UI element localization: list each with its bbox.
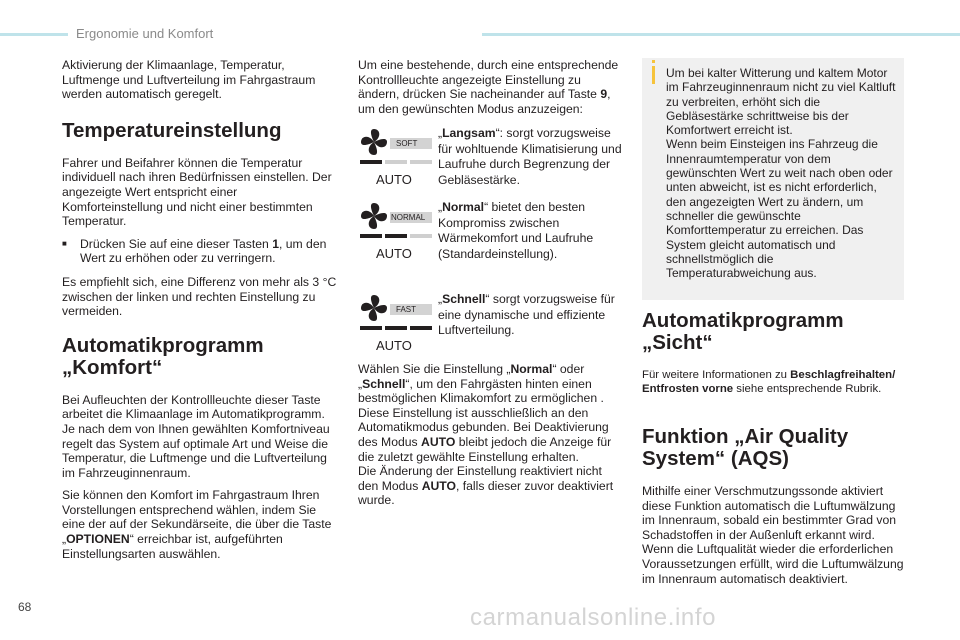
- level-segment: [360, 234, 382, 238]
- info-text: Um bei kalter Witterung und kaltem Motor im Fahrzeuginnenraum nicht zu viel Kaltluft zu verbreiten, erhöht sich die Gebläsestärke schrittweise bis der Komfortwert erreicht ist. Wenn beim Einsteigen ins Fahrzeug die Innenraumtemperatur von dem gewünschten Wert zu weit nach oben oder unten abweicht, ist es nicht erforderlich, den angezeigten Wert zu ändern, um schneller die gewünschte Komforttemperatur zu erreichen. Das System gleicht automatisch und schnellstmöglich die Temperaturabweichung aus.: [666, 66, 896, 281]
- visibility-paragraph: Für weitere Informationen zu Beschlagfreihalten/ Entfrosten vorne siehe entsprechende Rubrik.: [642, 369, 896, 395]
- page-number: 68: [18, 600, 32, 614]
- bullet-item: [62, 237, 340, 266]
- aqs-paragraph: Mithilfe einer Verschmutzungssonde aktiviert diese Funktion automatisch die Luftumwälzung im Innenraum, sobald ein bestimmter Grad von Schadstoffen in der Außenluft erkannt wird. Wenn die Luftqualität wieder die erforderlichen Voraussetzungen erfüllt, wird die Luftumwälzung im Innenraum automatisch deaktiviert.: [642, 484, 904, 586]
- heading-aqs: Funktion „Air Quality System“ (AQS): [642, 425, 849, 470]
- level-segment: [360, 160, 382, 164]
- column-2-intro: [358, 58, 622, 116]
- mode-badge: NORMAL: [391, 213, 426, 222]
- mode-description: „Normal“ bietet den besten Kompromiss zwischen Wärmekomfort und Laufruhe (Standardeinstellung).: [438, 200, 594, 261]
- column-2-outro: [358, 362, 622, 508]
- auto-paragraph-1: Bei Aufleuchten der Kontrollleuchte dieser Taste arbeitet die Klimaanlage im Automatikprogramm. Je nach dem von Ihnen gewählten Komfortniveau regelt das System auf optimale Art und Weise die Temperatur, die Luftmenge und die Luftverteilung im Fahrzeuginnenraum.: [62, 392, 330, 480]
- intro-paragraph: Aktivierung der Klimaanlage, Temperatur, Luftmenge und Luftverteilung im Fahrgastraum werden automatisch geregelt.: [62, 58, 316, 102]
- bullet-text: Drücken Sie auf eine dieser Tasten 1, um den Wert zu erhöhen oder zu verringern.: [80, 236, 327, 266]
- mode-intro-paragraph: Um eine bestehende, durch eine entsprechende Kontrollleuchte angezeigte Einstellung zu ändern, drücken Sie nacheinander auf Taste 9, um den gewünschten Modus anzuzeigen:: [358, 58, 619, 116]
- mode-change-paragraph: Die Änderung der Einstellung reaktiviert nicht den Modus AUTO, falls dieser zuvor deaktiviert wurde.: [358, 464, 614, 508]
- heading-auto-visibility: Automatikprogramm „Sicht“: [642, 309, 844, 354]
- mode-description: „Schnell“ sorgt vorzugsweise für eine dynamische und effiziente Luftverteilung.: [438, 292, 615, 338]
- difference-paragraph: Es empfiehlt sich, eine Differenz von mehr als 3 °C zwischen der linken und rechten Einstellung zu vermeiden.: [62, 274, 337, 319]
- heading-auto-comfort: Automatikprogramm „Komfort“: [62, 333, 264, 379]
- auto-paragraph-2: Sie können den Komfort im Fahrgastraum Ihren Vorstellungen entsprechend wählen, indem Sie eine der auf der Sekundärseite, die über die Taste „OPTIONEN“ erreichbar ist, aufgeführten Einstellungsarten auswählen.: [62, 488, 332, 561]
- auto-label: AUTO: [376, 172, 412, 187]
- level-segment: [410, 234, 432, 238]
- level-segment: [385, 160, 407, 164]
- level-segment: [360, 326, 382, 330]
- level-segment: [385, 326, 407, 330]
- watermark: carmanualsonline.info: [470, 604, 717, 631]
- level-segment: [385, 234, 407, 238]
- mode-badge: FAST: [396, 305, 417, 314]
- mode-selection-paragraph: Wählen Sie die Einstellung „Normal“ oder „Schnell“, um den Fahrgästen hinten einen bestmöglichen Klimakomfort zu ermöglichen . Diese Einstellung ist ausschließlich an den Automatikmodus gebunden. Bei Deaktivierung des Modus AUTO bleibt jedoch die Anzeige für die zuletzt gewählte Einstellung erhalten.: [358, 362, 612, 464]
- level-segment: [410, 160, 432, 164]
- heading-temperature: Temperatureinstellung: [62, 118, 282, 142]
- info-icon-dot: [652, 60, 655, 63]
- temperature-paragraph: Fahrer und Beifahrer können die Temperatur individuell nach ihren Bedürfnissen einstellen. Der angezeigte Wert entspricht einer Komforteinstellung und nicht einer bestimmten Temperatur.: [62, 155, 332, 229]
- auto-label: AUTO: [376, 338, 412, 353]
- header-rule-left: [0, 33, 68, 36]
- column-1: [62, 58, 340, 561]
- info-icon: [652, 66, 655, 84]
- mode-badge: SOFT: [396, 139, 418, 148]
- auto-label: AUTO: [376, 246, 412, 261]
- column-3: [642, 310, 908, 586]
- section-title: Ergonomie und Komfort: [76, 26, 214, 41]
- mode-description: „Langsam“: sorgt vorzugsweise für wohltuende Klimatisierung und Laufruhe durch Begrenzung der Gebläsestärke.: [438, 126, 622, 187]
- header-rule-right: [482, 33, 960, 36]
- bullet-marker-icon: ■: [62, 238, 67, 248]
- level-segment: [410, 326, 432, 330]
- info-box: [642, 58, 904, 300]
